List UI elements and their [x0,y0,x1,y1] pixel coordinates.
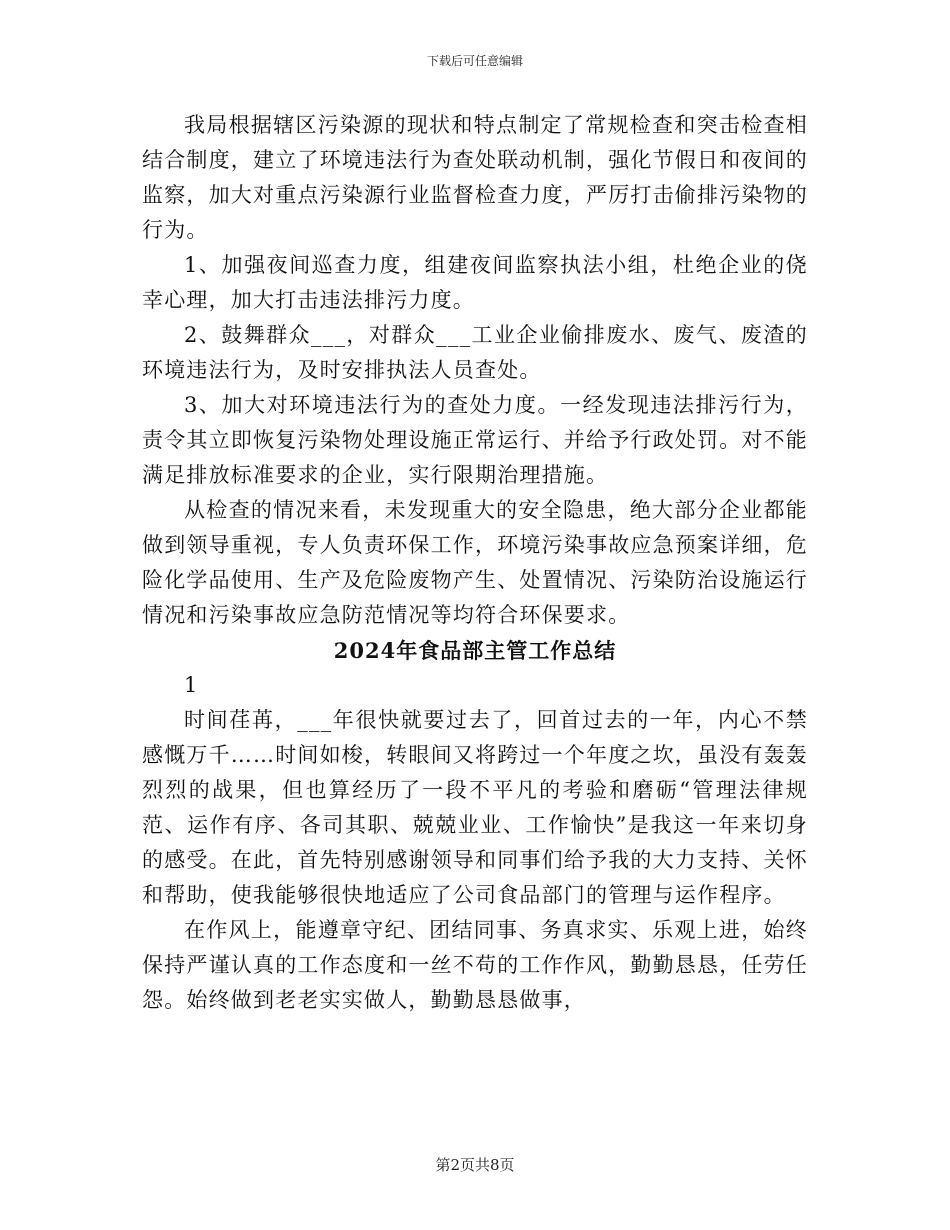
paragraph-item-2: 2、鼓舞群众___，对群众___工业企业偷排废水、废气、废渣的环境违法行为，及时安排执法人员查处。 [142,323,808,382]
document-body [142,108,808,1018]
paragraph-item-1: 1、加强夜间巡查力度，组建夜间监察执法小组，杜绝企业的侥幸心理，加大打击违法排污力度。 [142,253,808,312]
paragraph-summary-intro: 时间荏苒，___年很快就要过去了，回首过去的一年，内心不禁感慨万千……时间如梭，转眼间又将跨过一个年度之坎，虽没有轰轰烈烈的战果，但也算经历了一段不平凡的考验和磨砺“管理法律规范、运作有序、各司其职、兢兢业业、工作愉快”是我这一年来切身的感受。在此，首先特别感谢领导和同事们给予我的大力支持、关怀和帮助，使我能够很快地适应了公司食品部门的管理与运作程序。 [142,708,808,907]
page-header-note: 下载后可任意编辑 [426,54,523,68]
page-footer-number: 第2页共8页 [435,1156,515,1174]
paragraph-item-3: 3、加大对环境违法行为的查处力度。一经发现违法排污行为，责令其立即恢复污染物处理设施正常运行、并给予行政处罚。对不能满足排放标准要求的企业，实行限期治理措施。 [142,393,808,487]
paragraph-inspection-result: 从检查的情况来看，未发现重大的安全隐患，绝大部分企业都能做到领导重视，专人负责环保工作，环境污染事故应急预案详细，危险化学品使用、生产及危险废物产生、处置情况、污染防治设施运行情况和污染事故应急防范情况等均符合环保要求。 [142,498,808,627]
section-title: 2024年食品部主管工作总结 [333,638,617,663]
paragraph-inspection-system: 我局根据辖区污染源的现状和特点制定了常规检查和突击检查相结合制度，建立了环境违法行为查处联动机制，强化节假日和夜间的监察，加大对重点污染源行业监督检查力度，严厉打击偷排污染物的行为。 [142,113,808,242]
paragraph-work-style: 在作风上，能遵章守纪、团结同事、务真求实、乐观上进，始终保持严谨认真的工作态度和一丝不苟的工作作风，勤勤恳恳，任劳任怨。始终做到老老实实做人，勤勤恳恳做事， [142,918,808,1012]
section-number: 1 [184,673,199,697]
